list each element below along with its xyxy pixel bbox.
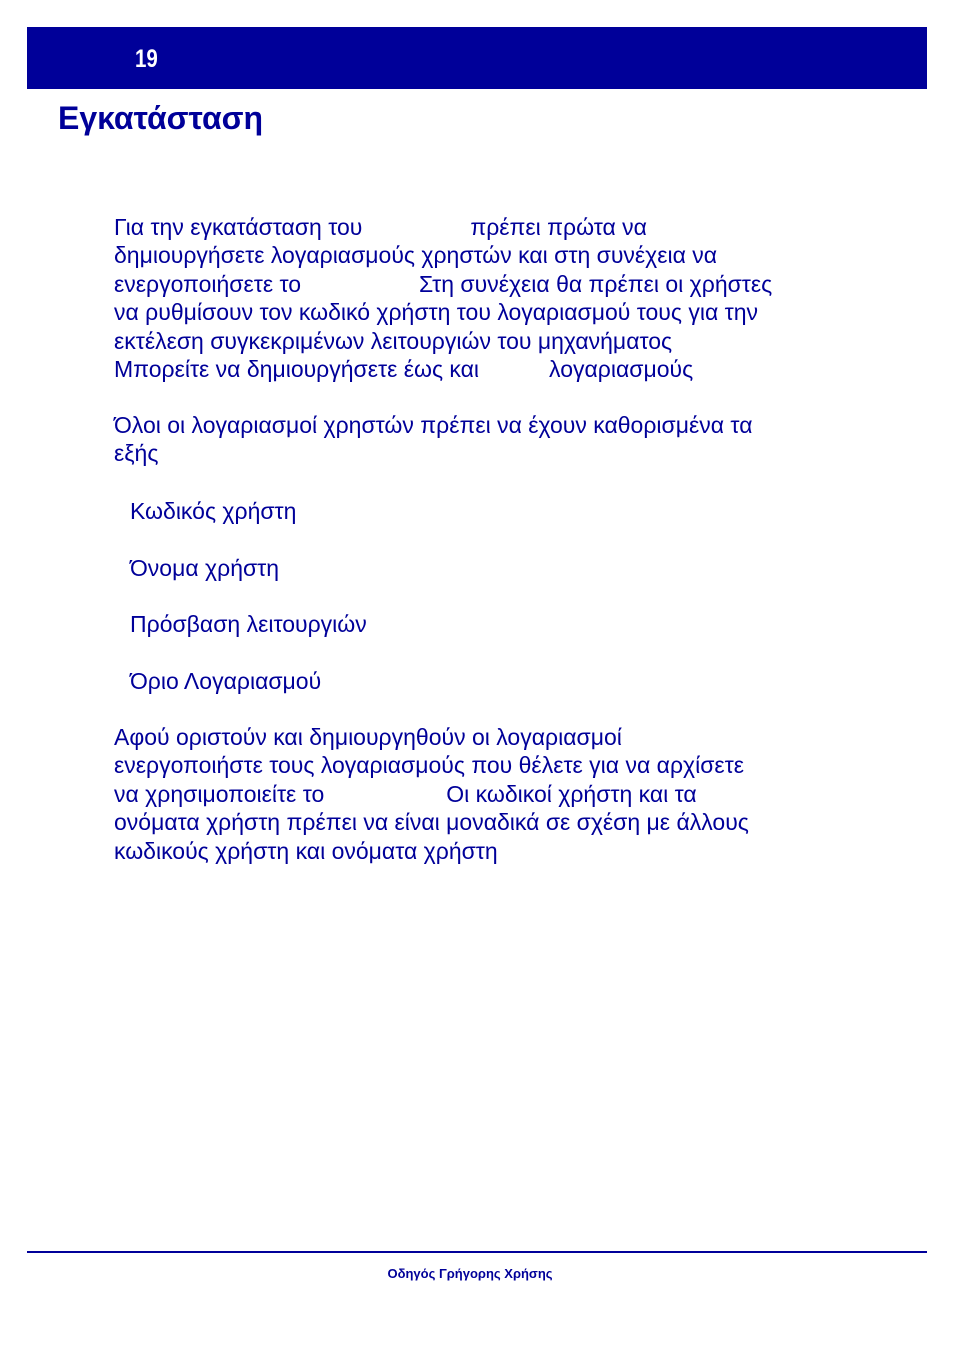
- footer-rule: [27, 1251, 927, 1253]
- paragraph-line: δημιουργήσετε λογαριασμούς χρηστών και στη συνέχεια να: [114, 242, 718, 269]
- list-item-user-code: Κωδικός χρήστη: [130, 498, 297, 524]
- section-title: Εγκατάσταση: [58, 100, 264, 136]
- paragraph-line: Αφού οριστούν και δημιουργηθούν οι λογαριασμοί: [114, 724, 622, 750]
- paragraph-line: να χρησιμοποιείτε το Οι κωδικοί χρήστη και τα: [114, 780, 697, 807]
- paragraph-line: εκτέλεση συγκεκριμένων λειτουργιών του μηχανήματος: [114, 327, 673, 354]
- requirements-paragraph: [114, 411, 854, 468]
- paragraph-line: ενεργοποιήσετε το Στη συνέχεια θα πρέπει οι χρήστες: [114, 270, 773, 297]
- paragraph-line: να ρυθμίσουν τον κωδικό χρήστη του λογαριασμού τους για την: [114, 299, 759, 326]
- paragraph-line: εξής: [114, 440, 159, 467]
- activation-paragraph: [114, 723, 854, 865]
- paragraph-line: ενεργοποιήστε τους λογαριασμούς που θέλετε για να αρχίσετε: [114, 752, 745, 779]
- paragraph-line: Μπορείτε να δημιουργήσετε έως και λογαριασμούς: [114, 356, 694, 383]
- list-item-account-limit: Όριο Λογαριασμού: [130, 668, 322, 694]
- paragraph-line: Όλοι οι λογαριασμοί χρηστών πρέπει να έχουν καθορισμένα τα: [114, 412, 753, 438]
- paragraph-line: Για την εγκατάσταση του πρέπει πρώτα να: [114, 214, 647, 240]
- paragraph-line: ονόματα χρήστη πρέπει να είναι μοναδικά σε σχέση με άλλους: [114, 809, 749, 836]
- page-number: 19: [135, 45, 158, 73]
- list-item-user-name: Όνομα χρήστη: [130, 555, 280, 581]
- header-bar: [27, 27, 927, 89]
- intro-paragraph: [114, 213, 854, 383]
- footer-text: Οδηγός Γρήγορης Χρήσης: [387, 1266, 553, 1281]
- list-item-function-access: Πρόσβαση λειτουργιών: [130, 611, 367, 637]
- paragraph-line: κωδικούς χρήστη και ονόματα χρήστη: [114, 837, 498, 864]
